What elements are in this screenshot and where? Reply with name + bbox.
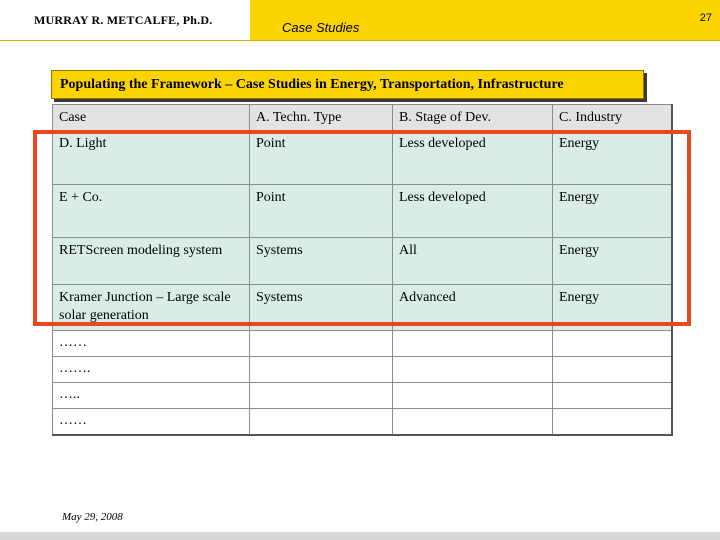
table-cell	[250, 331, 393, 357]
slide-title: Populating the Framework – Case Studies in Energy, Transportation, Infrastructure	[51, 70, 644, 99]
table-cell: Point	[250, 185, 393, 238]
column-header-stage-of-development: B. Stage of Dev.	[393, 105, 553, 131]
table-cell: Less developed	[393, 185, 553, 238]
table-cell	[393, 331, 553, 357]
table-cell: Point	[250, 131, 393, 185]
table-cell: Systems	[250, 238, 393, 285]
table-cell	[553, 409, 672, 435]
table-cell: RETScreen modeling system	[53, 238, 250, 285]
table-cell	[250, 409, 393, 435]
table-row	[53, 131, 672, 185]
column-header-technology-type: A. Techn. Type	[250, 105, 393, 131]
author-name: MURRAY R. METCALFE, Ph.D.	[0, 0, 250, 40]
column-header-case: Case	[53, 105, 250, 131]
table-cell: Energy	[553, 131, 672, 185]
footer-bar	[0, 532, 720, 540]
table-cell	[553, 331, 672, 357]
table-cell	[393, 357, 553, 383]
table-row	[53, 331, 672, 357]
table-cell	[250, 383, 393, 409]
table-cell: ……	[53, 409, 250, 435]
case-studies-table	[52, 104, 673, 436]
table-cell	[250, 357, 393, 383]
table-cell: …..	[53, 383, 250, 409]
table-row	[53, 383, 672, 409]
table-cell: Kramer Junction – Large scale solar generation	[53, 285, 250, 331]
table-cell: All	[393, 238, 553, 285]
section-title: Case Studies	[282, 20, 360, 35]
table-cell: ……	[53, 331, 250, 357]
table-row	[53, 409, 672, 435]
table-cell	[393, 383, 553, 409]
table-row	[53, 238, 672, 285]
table-cell: E + Co.	[53, 185, 250, 238]
slide-date: May 29, 2008	[62, 511, 123, 523]
table-cell	[393, 409, 553, 435]
table-header-row	[53, 105, 672, 131]
table-row	[53, 285, 672, 331]
header-divider	[0, 40, 720, 41]
table-cell: D. Light	[53, 131, 250, 185]
table-cell: …….	[53, 357, 250, 383]
page-number: 27	[699, 12, 712, 24]
table-cell	[553, 383, 672, 409]
table-cell: Energy	[553, 185, 672, 238]
table-cell: Systems	[250, 285, 393, 331]
table-cell: Energy	[553, 285, 672, 331]
table-row	[53, 185, 672, 238]
table-cell	[553, 357, 672, 383]
column-header-industry: C. Industry	[553, 105, 672, 131]
table-cell: Advanced	[393, 285, 553, 331]
table-cell: Less developed	[393, 131, 553, 185]
table-row	[53, 357, 672, 383]
table-cell: Energy	[553, 238, 672, 285]
